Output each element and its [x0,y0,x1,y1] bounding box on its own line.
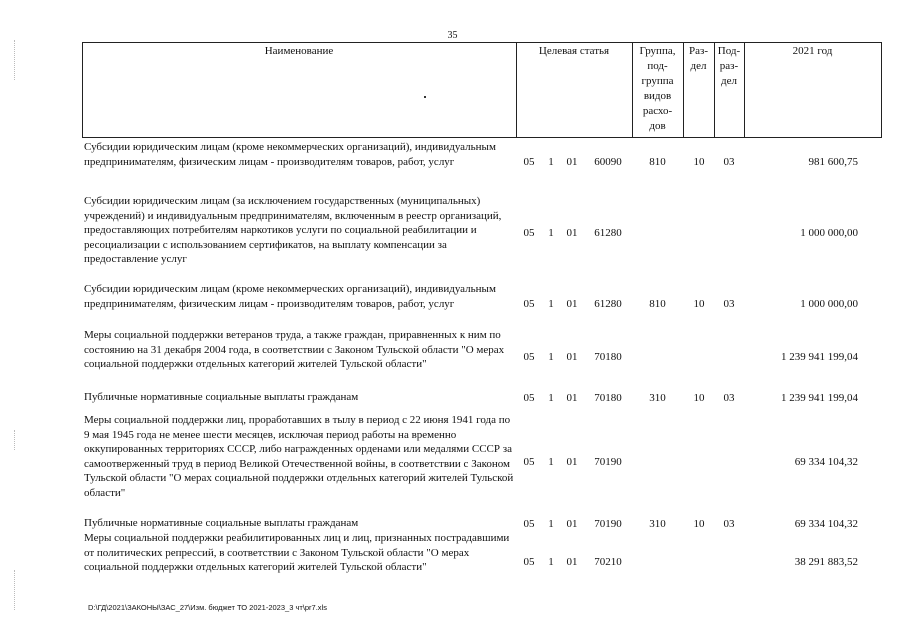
scan-dot [424,96,426,98]
row-section: 10 [693,298,705,310]
row-amount-2021: 1 000 000,00 [800,298,858,310]
row-code-subprogram: 1 [548,156,554,168]
row-code-event: 01 [566,298,578,310]
footer-file-path: D:\ГД\2021\ЗАКОНЫ\ЗАС_27\Изм. бюджет ТО 2021-2023_3 чт\pr7.xls [88,603,327,612]
header-subsection: Под- раз- дел [717,45,741,87]
row-code-direction: 70180 [594,351,622,363]
row-code-subprogram: 1 [548,298,554,310]
row-code-program: 05 [523,298,535,310]
header-name: Наименование [264,45,334,57]
row-code-event: 01 [566,392,578,404]
row-section: 10 [693,392,705,404]
row-amount-2021: 1 000 000,00 [800,227,858,239]
row-code-subprogram: 1 [548,556,554,568]
row-section: 10 [693,156,705,168]
row-subsection: 03 [723,518,735,530]
row-code-program: 05 [523,456,535,468]
header-section: Раз- дел [688,45,708,72]
header-year-2021: 2021 год [792,45,833,57]
row-code-direction: 60090 [594,156,622,168]
row-code-subprogram: 1 [548,351,554,363]
row-code-subprogram: 1 [548,456,554,468]
row-code-event: 01 [566,351,578,363]
row-expense-group: 310 [649,392,666,404]
row-amount-2021: 69 334 104,32 [794,456,858,468]
row-code-event: 01 [566,227,578,239]
row-subsection: 03 [723,156,735,168]
row-code-subprogram: 1 [548,227,554,239]
row-amount-2021: 69 334 104,32 [794,518,858,530]
row-name: Публичные нормативные социальные выплаты гражданам [84,517,359,529]
row-subsection: 03 [723,298,735,310]
row-code-program: 05 [523,518,535,530]
row-code-program: 05 [523,227,535,239]
row-code-event: 01 [566,456,578,468]
page-number: 35 [447,30,458,41]
row-code-subprogram: 1 [548,518,554,530]
row-code-event: 01 [566,156,578,168]
row-code-subprogram: 1 [548,392,554,404]
header-target-article: Целевая статья [538,45,610,57]
row-code-program: 05 [523,156,535,168]
row-amount-2021: 1 239 941 199,04 [781,392,858,404]
row-code-direction: 70180 [594,392,622,404]
header-expense-group: Группа, под- группа видов расхо- дов [639,45,676,132]
row-name: Публичные нормативные социальные выплаты гражданам [84,391,359,403]
scan-margin-marks [14,570,16,610]
row-section: 10 [693,518,705,530]
row-name: Меры социальной поддержки ветеранов труда, а также граждан, приравненных к ним по состоянию на 31 декабря 2004 года, в соответствии с Законом Тульской области "О мерах социальной поддержки отдельных категорий жителей Тульской области" [84,329,505,371]
row-amount-2021: 38 291 883,52 [794,556,858,568]
row-name: Субсидии юридическим лицам (кроме некоммерческих организаций), индивидуальным предпринимателям, физическим лицам - производителям товаров, работ, услуг [84,141,496,168]
row-name: Субсидии юридическим лицам (кроме некоммерческих организаций), индивидуальным предпринимателям, физическим лицам - производителям товаров, работ, услуг [84,283,496,310]
row-code-direction: 61280 [594,227,622,239]
row-code-program: 05 [523,351,535,363]
row-code-direction: 70190 [594,456,622,468]
row-code-program: 05 [523,392,535,404]
row-amount-2021: 1 239 941 199,04 [781,351,858,363]
row-name: Меры социальной поддержки реабилитированных лиц и лиц, признанных пострадавшими от политических репрессий, в соответствии с Законом Тульской области "О мерах социальной поддержки отдельных категорий жителей Тульской области" [84,532,510,574]
row-name: Меры социальной поддержки лиц, проработавших в тылу в период с 22 июня 1941 года по 9 мая 1945 года не менее шести месяцев, исключая период работы на временно оккупированных территориях СССР, либо награжденных орденами или медалями СССР за самоотверженный труд в период Великой Отечественной войны, в соответствии с Законом Тульской области "О мерах социальной поддержки отдельных категорий жителей Тульской области" [84,414,514,499]
row-subsection: 03 [723,392,735,404]
row-code-direction: 70210 [594,556,622,568]
row-expense-group: 810 [649,156,666,168]
row-code-event: 01 [566,556,578,568]
row-code-event: 01 [566,518,578,530]
row-code-direction: 61280 [594,298,622,310]
row-name: Субсидии юридическим лицам (за исключением государственных (муниципальных) учреждений) и индивидуальным предпринимателям, включенным в реестр организаций, предоставляющих потребителям наркотиков услуги по социальной реабилитации и ресоциализации с использованием сертификатов, на выплату компенсации за предоставление услуг [84,195,502,266]
row-amount-2021: 981 600,75 [808,156,858,168]
row-expense-group: 310 [649,518,666,530]
scan-margin-marks [14,40,16,80]
row-code-direction: 70190 [594,518,622,530]
scan-margin-marks [14,430,16,450]
row-expense-group: 810 [649,298,666,310]
row-code-program: 05 [523,556,535,568]
